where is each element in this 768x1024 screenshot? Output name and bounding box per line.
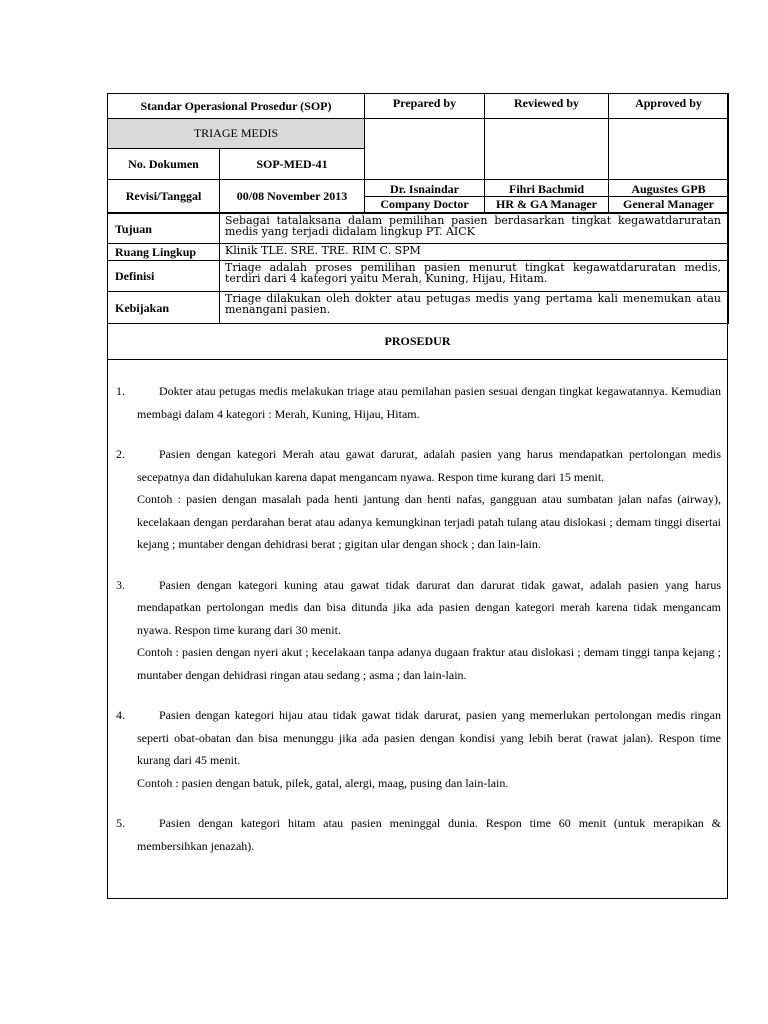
- prepared-signatory: [365, 180, 485, 213]
- prepared-by-label: Prepared by: [365, 94, 485, 119]
- ruang-lingkup-text: Klinik TLE. SRE. TRE. RIM C. SPM: [220, 244, 729, 261]
- sop-title: Standar Operasional Prosedur (SOP): [108, 94, 365, 119]
- definisi-text: Triage adalah proses pemilihan pasien menurut tingkat kegawatdaruratan medis, terdiri dari 4 kategori yaitu Merah, Kuning, Hijau, Hitam.: [220, 261, 729, 292]
- revision-value: 00/08 November 2013: [220, 180, 365, 213]
- prepared-role: Company Doctor: [380, 196, 469, 211]
- step-number: 4.: [116, 708, 125, 722]
- kebijakan-text: Triage dilakukan oleh dokter atau petugas medis yang pertama kali menemukan atau menangani pasien.: [220, 292, 729, 324]
- approved-signatory: [609, 180, 729, 213]
- procedure-step: [116, 380, 721, 425]
- step-example: Contoh : pasien dengan nyeri akut ; kecelakaan tanpa adanya dugaan fraktur atau dislokasi ; demam tinggi tanpa kejang ; muntaber dengan dehidrasi ringan atau sedang ; asma ; dan lain-lain.: [137, 645, 721, 682]
- approved-signature-area: [609, 119, 729, 180]
- reviewed-signatory: [485, 180, 609, 213]
- step-text: Pasien dengan kategori kuning atau gawat tidak darurat dan darurat tidak gawat, adalah pasien yang harus mendapatkan pertolongan medis dan bisa ditunda jika ada pasien dengan kategori merah karena tidak mengancam nyawa. Respon time kurang dari 30 menit.: [137, 577, 721, 637]
- ruang-lingkup-label: Ruang Lingkup: [108, 244, 220, 261]
- prepared-name: Dr. Isnaindar: [365, 182, 484, 197]
- step-example: Contoh : pasien dengan masalah pada henti jantung dan henti nafas, gangguan atau sumbatan jalan nafas (airway), kecelakaan dengan perdarahan berat atau adanya kemungkinan terjadi patah tulang atau dislokasi ; demam tinggi disertai kejang ; muntaber dengan dehidrasi berat ; gigitan ular dengan shock ; dan lain-lain.: [137, 492, 721, 551]
- doc-no-label: No. Dokumen: [108, 149, 220, 180]
- step-number: 3.: [116, 577, 125, 592]
- procedure-step: [116, 574, 721, 687]
- reviewed-by-label: Reviewed by: [485, 94, 609, 119]
- procedure-step: [116, 812, 721, 857]
- prepared-signature-area: [365, 119, 485, 180]
- step-number: 2.: [116, 447, 125, 461]
- step-text: Dokter atau petugas medis melakukan triage atau pemilahan pasien sesuai dengan tingkat kegawatannya. Kemudian membagi dalam 4 kategori : Merah, Kuning, Hijau, Hitam.: [137, 384, 721, 421]
- prosedur-heading: PROSEDUR: [107, 325, 728, 360]
- reviewed-name: Fihri Bachmid: [485, 182, 608, 197]
- step-number: 1.: [116, 384, 125, 398]
- procedure-step: [116, 443, 721, 556]
- reviewed-signature-area: [485, 119, 609, 180]
- definisi-label: Definisi: [108, 261, 220, 292]
- sop-info-table: [107, 213, 729, 324]
- kebijakan-label: Kebijakan: [108, 292, 220, 324]
- step-text: Pasien dengan kategori Merah atau gawat darurat, adalah pasien yang harus mendapatkan pertolongan medis secepatnya dan didahulukan karena dapat mengancam nyawa. Respon time kurang dari 15 menit.: [137, 447, 721, 484]
- doc-title: TRIAGE MEDIS: [108, 119, 365, 149]
- approved-name: Augustes GPB: [609, 182, 728, 197]
- tujuan-text: Sebagai tatalaksana dalam pemilihan pasien berdasarkan tingkat kegawatdaruratan medis yang terjadi didalam lingkup PT. AICK: [220, 214, 729, 244]
- approved-by-label: Approved by: [609, 94, 729, 119]
- revision-label: Revisi/Tanggal: [108, 180, 220, 213]
- sop-header-table: [107, 93, 729, 213]
- step-text: Pasien dengan kategori hitam atau pasien meninggal dunia. Respon time 60 menit (untuk merapikan & membersihkan jenazah).: [137, 816, 721, 853]
- reviewed-role: HR & GA Manager: [496, 196, 597, 211]
- step-text: Pasien dengan kategori hijau atau tidak gawat tidak darurat, pasien yang memerlukan pertolongan medis ringan seperti obat-obatan dan bisa menunggu jika ada pasien dengan kondisi yang lebih berat (rawat jalan). Respon time kurang dari 45 menit.: [137, 708, 721, 767]
- procedure-steps: [116, 380, 721, 875]
- approved-role: General Manager: [623, 196, 714, 211]
- doc-no-value: SOP-MED-41: [220, 149, 365, 180]
- procedure-step: [116, 704, 721, 794]
- tujuan-label: Tujuan: [108, 214, 220, 244]
- step-number: 5.: [116, 816, 125, 830]
- step-example: Contoh : pasien dengan batuk, pilek, gatal, alergi, maag, pusing dan lain-lain.: [137, 775, 509, 790]
